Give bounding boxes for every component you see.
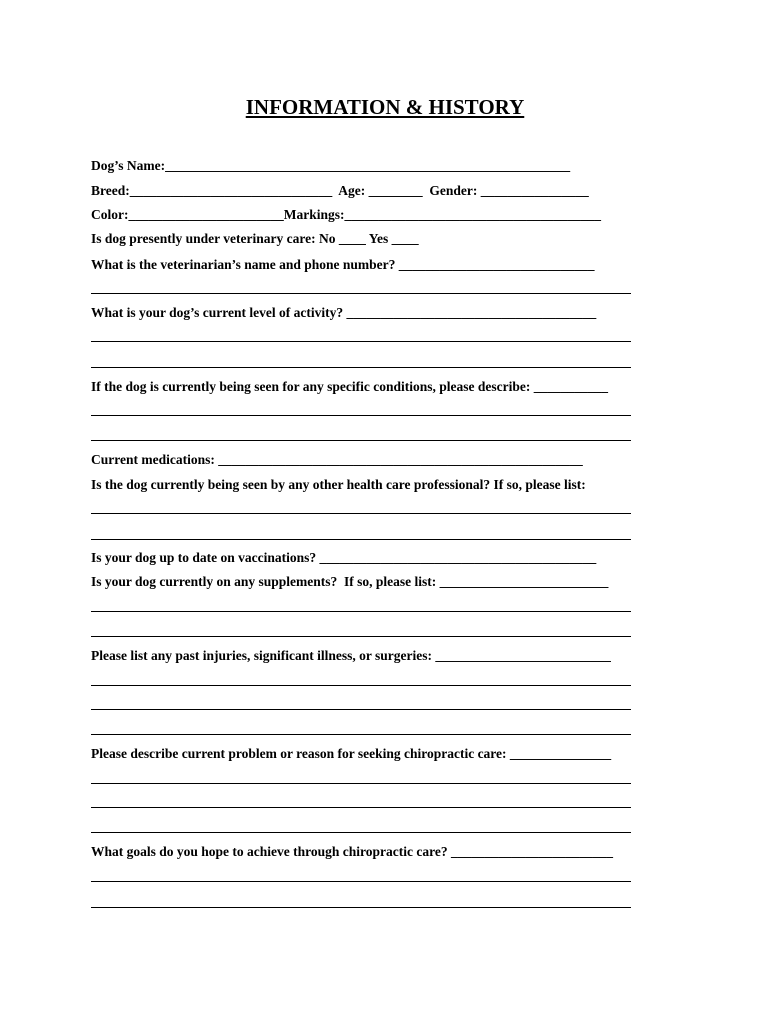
answer-line[interactable]	[91, 611, 631, 612]
color-markings-field[interactable]: Color:_______________________Markings:______________________________________	[91, 207, 601, 222]
answer-line[interactable]	[91, 709, 631, 710]
supplements-field[interactable]: Is your dog currently on any supplements? If so, please list: _________________________	[91, 574, 609, 589]
answer-line[interactable]	[91, 685, 631, 686]
activity-level-field[interactable]: What is your dog’s current level of activity? _____________________________________	[91, 305, 597, 320]
form-title: INFORMATION & HISTORY	[245, 95, 525, 119]
goals-field[interactable]: What goals do you hope to achieve through chiropractic care? ________________________	[91, 844, 613, 859]
past-injuries-field[interactable]: Please list any past injuries, significant illness, or surgeries: __________________________	[91, 648, 611, 663]
medications-field[interactable]: Current medications: ______________________________________________________	[91, 452, 583, 467]
answer-line[interactable]	[91, 881, 631, 882]
vet-care-question[interactable]: Is dog presently under veterinary care: No ____ Yes ____	[91, 231, 419, 246]
breed-age-gender-field[interactable]: Breed:______________________________ Age: ________ Gender: ________________	[91, 183, 589, 198]
vet-name-phone-field[interactable]: What is the veterinarian’s name and phone number? _____________________________	[91, 257, 595, 272]
conditions-field[interactable]: If the dog is currently being seen for any specific conditions, please describe: ___________	[91, 379, 608, 394]
dog-name-field[interactable]: Dog’s Name:____________________________________________________________	[91, 158, 571, 173]
other-professional-question: Is the dog currently being seen by any other health care professional? If so, please list:	[91, 477, 586, 492]
answer-line[interactable]	[91, 734, 631, 735]
answer-line[interactable]	[91, 807, 631, 808]
answer-line[interactable]	[91, 415, 631, 416]
answer-line[interactable]	[91, 832, 631, 833]
answer-line[interactable]	[91, 293, 631, 294]
answer-line[interactable]	[91, 513, 631, 514]
answer-line[interactable]	[91, 367, 631, 368]
vaccinations-field[interactable]: Is your dog up to date on vaccinations? _________________________________________	[91, 550, 597, 565]
answer-line[interactable]	[91, 907, 631, 908]
answer-line[interactable]	[91, 440, 631, 441]
answer-line[interactable]	[91, 539, 631, 540]
answer-line[interactable]	[91, 636, 631, 637]
current-problem-field[interactable]: Please describe current problem or reason for seeking chiropractic care: _______________	[91, 746, 612, 761]
answer-line[interactable]	[91, 783, 631, 784]
answer-line[interactable]	[91, 341, 631, 342]
